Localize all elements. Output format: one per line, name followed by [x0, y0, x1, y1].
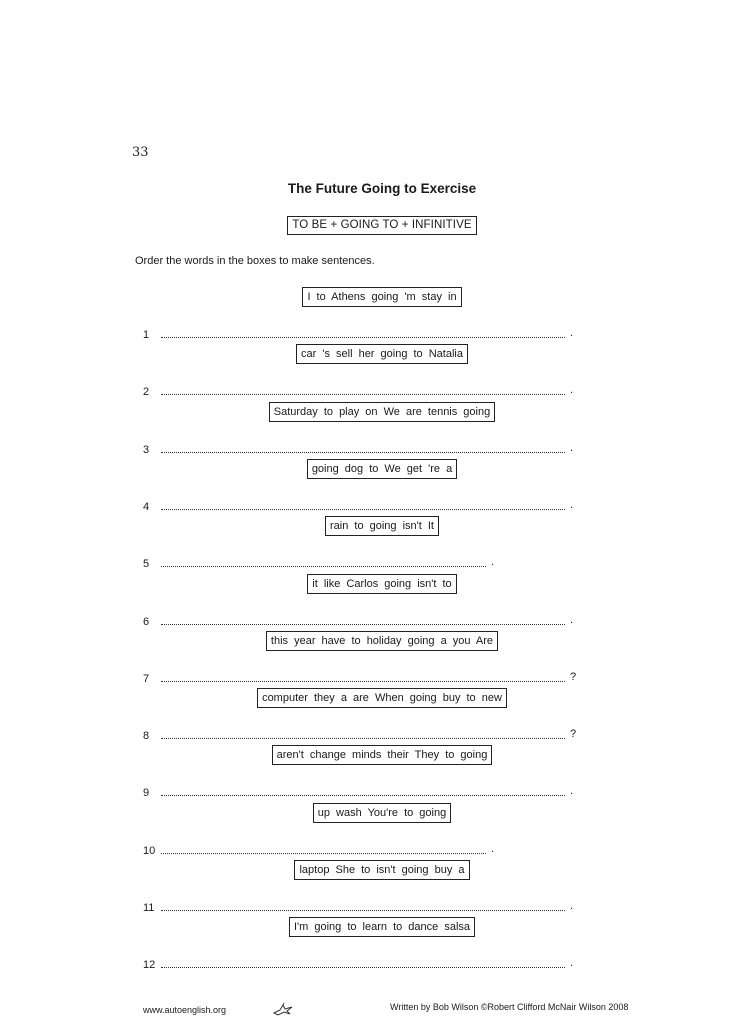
instruction-text: Order the words in the boxes to make sentences.	[135, 255, 375, 267]
answer-line[interactable]	[0, 329, 745, 343]
scrambled-words-box: going dog to We get 're a	[307, 459, 457, 479]
dotted-answer-blank[interactable]	[161, 624, 565, 625]
item-number: 12	[143, 959, 156, 971]
sentence-end-punctuation: .	[570, 384, 574, 396]
dotted-answer-blank[interactable]	[161, 452, 565, 453]
word-box-container	[0, 287, 745, 307]
item-number: 4	[143, 501, 150, 513]
sentence-end-punctuation: .	[570, 499, 574, 511]
word-box-container	[0, 459, 745, 479]
scrambled-words-box: it like Carlos going isn't to	[307, 574, 456, 594]
scrambled-words-box: computer they a are When going buy to new	[257, 688, 507, 708]
scrambled-words-box: aren't change minds their They to going	[272, 745, 493, 765]
scrambled-words-box: Saturday to play on We are tennis going	[269, 402, 495, 422]
sentence-end-punctuation: ?	[570, 671, 577, 683]
item-number: 3	[143, 444, 150, 456]
sentence-end-punctuation: .	[570, 327, 574, 339]
page-title: The Future Going to Exercise	[287, 181, 477, 196]
scrambled-words-box: car 's sell her going to Natalia	[296, 344, 468, 364]
sentence-end-punctuation: ?	[570, 728, 577, 740]
answer-line[interactable]	[0, 730, 745, 744]
sentence-end-punctuation: .	[570, 785, 574, 797]
grammar-formula-box: TO BE + GOING TO + INFINITIVE	[287, 216, 476, 235]
word-box-container	[0, 631, 745, 651]
page-number-mark: 33	[132, 145, 149, 160]
word-box-container	[0, 402, 745, 422]
item-number: 8	[143, 730, 150, 742]
word-box-container	[0, 860, 745, 880]
word-box-container	[0, 688, 745, 708]
item-number: 1	[143, 329, 150, 341]
sentence-end-punctuation: .	[491, 556, 495, 568]
scrambled-words-box: I'm going to learn to dance salsa	[289, 917, 475, 937]
dotted-answer-blank[interactable]	[161, 795, 565, 796]
word-box-container	[0, 344, 745, 364]
word-box-container	[0, 917, 745, 937]
item-number: 7	[143, 673, 150, 685]
answer-line[interactable]	[0, 386, 745, 400]
sentence-end-punctuation: .	[570, 957, 574, 969]
answer-line[interactable]	[0, 444, 745, 458]
answer-line[interactable]	[0, 787, 745, 801]
bird-logo-icon	[272, 1002, 296, 1016]
answer-line[interactable]	[0, 959, 745, 973]
dotted-answer-blank[interactable]	[161, 337, 565, 338]
sentence-end-punctuation: .	[570, 614, 574, 626]
dotted-answer-blank[interactable]	[161, 566, 486, 567]
scrambled-words-box: up wash You're to going	[313, 803, 451, 823]
sentence-end-punctuation: .	[570, 442, 574, 454]
formula-container	[0, 215, 745, 235]
answer-line[interactable]	[0, 558, 745, 572]
item-number: 9	[143, 787, 150, 799]
dotted-answer-blank[interactable]	[161, 738, 565, 739]
dotted-answer-blank[interactable]	[161, 509, 565, 510]
sentence-end-punctuation: .	[491, 843, 495, 855]
word-box-container	[0, 745, 745, 765]
answer-line[interactable]	[0, 501, 745, 515]
footer-website: www.autoenglish.org	[143, 1005, 227, 1015]
dotted-answer-blank[interactable]	[161, 967, 565, 968]
scrambled-words-box: rain to going isn't It	[325, 516, 439, 536]
word-box-container	[0, 574, 745, 594]
item-number: 11	[143, 902, 155, 914]
dotted-answer-blank[interactable]	[161, 394, 565, 395]
footer-credit: Written by Bob Wilson ©Robert Clifford McNair Wilson 2008	[390, 1002, 629, 1012]
word-box-container	[0, 803, 745, 823]
sentence-end-punctuation: .	[570, 900, 574, 912]
item-number: 5	[143, 558, 150, 570]
word-box-container	[0, 516, 745, 536]
item-number: 6	[143, 616, 150, 628]
dotted-answer-blank[interactable]	[161, 853, 486, 854]
answer-line[interactable]	[0, 845, 745, 859]
answer-line[interactable]	[0, 616, 745, 630]
item-number: 2	[143, 386, 150, 398]
scrambled-words-box: I to Athens going 'm stay in	[302, 287, 461, 307]
answer-line[interactable]	[0, 673, 745, 687]
dotted-answer-blank[interactable]	[161, 681, 565, 682]
scrambled-words-box: laptop She to isn't going buy a	[294, 860, 469, 880]
item-number: 10	[143, 845, 156, 857]
dotted-answer-blank[interactable]	[161, 910, 565, 911]
answer-line[interactable]	[0, 902, 745, 916]
scrambled-words-box: this year have to holiday going a you Are	[266, 631, 498, 651]
